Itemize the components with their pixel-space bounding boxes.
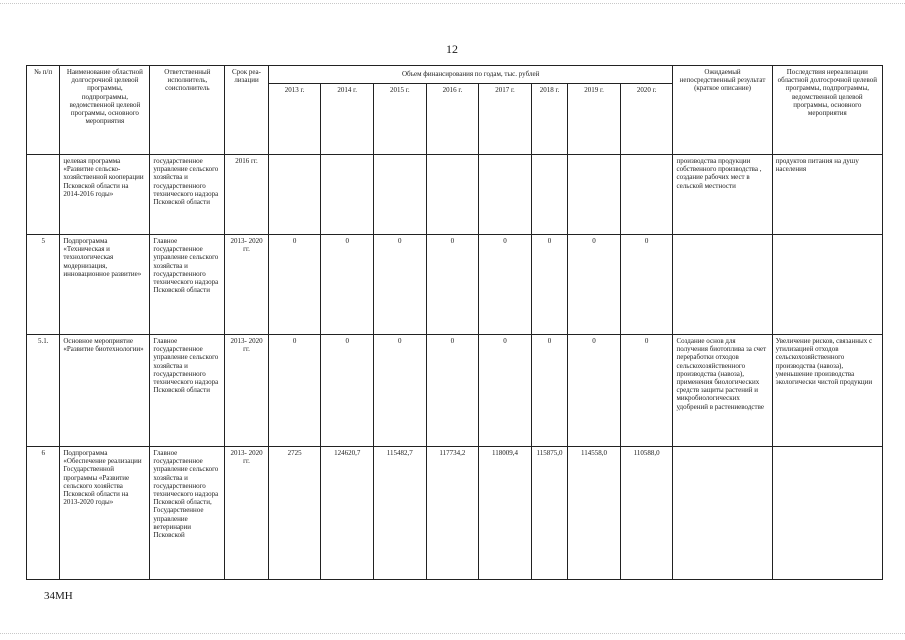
- cell-result: [673, 235, 772, 335]
- cell-year-value: [568, 155, 621, 235]
- header-row: [27, 66, 883, 84]
- cell-year-value: 0: [531, 335, 567, 447]
- cell-year-value: 0: [268, 335, 321, 447]
- header-num: № п/п: [27, 66, 60, 155]
- cell-year-value: 114558,0: [568, 447, 621, 580]
- header-year: 2013 г.: [268, 84, 321, 155]
- header-year: 2020 г.: [620, 84, 673, 155]
- cell-name: Подпрограмма «Техническая и технологическая модернизация, инновационное развитие»: [60, 235, 150, 335]
- cell-year-value: [620, 155, 673, 235]
- cell-executor: Главное государственное управление сельского хозяйства и государственного технического надзора Псковской области, Государственное управление ветеринарии Псковской: [150, 447, 225, 580]
- cell-year-value: 118009,4: [479, 447, 532, 580]
- table-row: [27, 155, 883, 235]
- scan-edge-top: [0, 3, 905, 4]
- cell-year-value: 2725: [268, 447, 321, 580]
- cell-term: 2016 гг.: [225, 155, 269, 235]
- cell-year-value: 0: [479, 235, 532, 335]
- cell-num: 6: [27, 447, 60, 580]
- header-year: 2014 г.: [321, 84, 374, 155]
- header-term: Срок реа- лизации: [225, 66, 269, 155]
- table-row: [27, 335, 883, 447]
- header-name: Наименование областной долгосрочной целевой программы, подпрограммы, ведомственной целевой программы, основного мероприятия: [60, 66, 150, 155]
- header-year: 2016 г.: [426, 84, 479, 155]
- cell-year-value: 0: [268, 235, 321, 335]
- cell-year-value: 110588,0: [620, 447, 673, 580]
- cell-term: 2013- 2020 гг.: [225, 335, 269, 447]
- cell-year-value: [479, 155, 532, 235]
- cell-consequences: Увеличение рисков, связанных с утилизацией отходов сельскохозяйственного производства (навоза), уменьшение производства экологически чистой продукции: [772, 335, 882, 447]
- cell-result: [673, 447, 772, 580]
- cell-name: Основное мероприятие «Развитие биотехнологии»: [60, 335, 150, 447]
- header-result: Ожидаемый непосредственный результат (краткое описание): [673, 66, 772, 155]
- financing-table: [26, 65, 883, 580]
- cell-year-value: [426, 155, 479, 235]
- scan-edge-bottom: [0, 633, 905, 634]
- cell-name: Подпрограмма «Обеспечение реализации Государственной программы «Развитие сельского хозяйства Псковской области на 2013-2020 годы»: [60, 447, 150, 580]
- cell-year-value: 124620,7: [321, 447, 374, 580]
- cell-year-value: 0: [321, 335, 374, 447]
- cell-num: 5: [27, 235, 60, 335]
- cell-year-value: 0: [426, 335, 479, 447]
- cell-year-value: 0: [620, 235, 673, 335]
- cell-year-value: 0: [479, 335, 532, 447]
- cell-num: 5.1.: [27, 335, 60, 447]
- page-number: 12: [446, 42, 458, 56]
- cell-year-value: 117734,2: [426, 447, 479, 580]
- cell-result: Создание основ для получения биотоплива за счет переработки отходов сельскохозяйственного производства (навоза), применения биологических средств защиты растений и микробиологических удобрений в растениеводстве: [673, 335, 772, 447]
- cell-consequences: [772, 447, 882, 580]
- table-row: [27, 447, 883, 580]
- cell-year-value: [268, 155, 321, 235]
- cell-result: производства продукции собственного производства , создание рабочих мест в сельской местности: [673, 155, 772, 235]
- header-year: 2019 г.: [568, 84, 621, 155]
- table-row: [27, 235, 883, 335]
- cell-year-value: 0: [620, 335, 673, 447]
- cell-num: [27, 155, 60, 235]
- cell-year-value: 0: [568, 335, 621, 447]
- cell-consequences: продуктов питания на душу населения: [772, 155, 882, 235]
- header-year: 2017 г.: [479, 84, 532, 155]
- cell-year-value: 115875,0: [531, 447, 567, 580]
- header-executor: Ответственный исполнитель, соисполнитель: [150, 66, 225, 155]
- cell-year-value: 0: [321, 235, 374, 335]
- cell-year-value: [531, 155, 567, 235]
- header-consequences: Последствия нереализации областной долгосрочной целевой программы, подпрограммы, ведомственной целевой программы, основного мероприятия: [772, 66, 882, 155]
- cell-name: целевая программа «Развитие сельско- хозяйственной кооперации Псковской области на 2014-2016 годы»: [60, 155, 150, 235]
- header-year: 2018 г.: [531, 84, 567, 155]
- cell-year-value: 0: [568, 235, 621, 335]
- cell-year-value: 115482,7: [374, 447, 427, 580]
- cell-executor: государственное управление сельского хозяйства и государственного технического надзора Псковской области: [150, 155, 225, 235]
- cell-year-value: 0: [374, 335, 427, 447]
- cell-term: 2013- 2020 гг.: [225, 235, 269, 335]
- cell-year-value: [374, 155, 427, 235]
- cell-year-value: 0: [531, 235, 567, 335]
- document-code: 34МН: [44, 590, 73, 602]
- cell-year-value: 0: [374, 235, 427, 335]
- cell-year-value: [321, 155, 374, 235]
- cell-year-value: 0: [426, 235, 479, 335]
- header-funding: Объем финансирования по годам, тыс. рублей: [268, 66, 673, 84]
- cell-consequences: [772, 235, 882, 335]
- cell-executor: Главное государственное управление сельского хозяйства и государственного технического надзора Псковской области: [150, 235, 225, 335]
- cell-term: 2013- 2020 гг.: [225, 447, 269, 580]
- header-year: 2015 г.: [374, 84, 427, 155]
- cell-executor: Главное государственное управление сельского хозяйства и государственного технического надзора Псковской области: [150, 335, 225, 447]
